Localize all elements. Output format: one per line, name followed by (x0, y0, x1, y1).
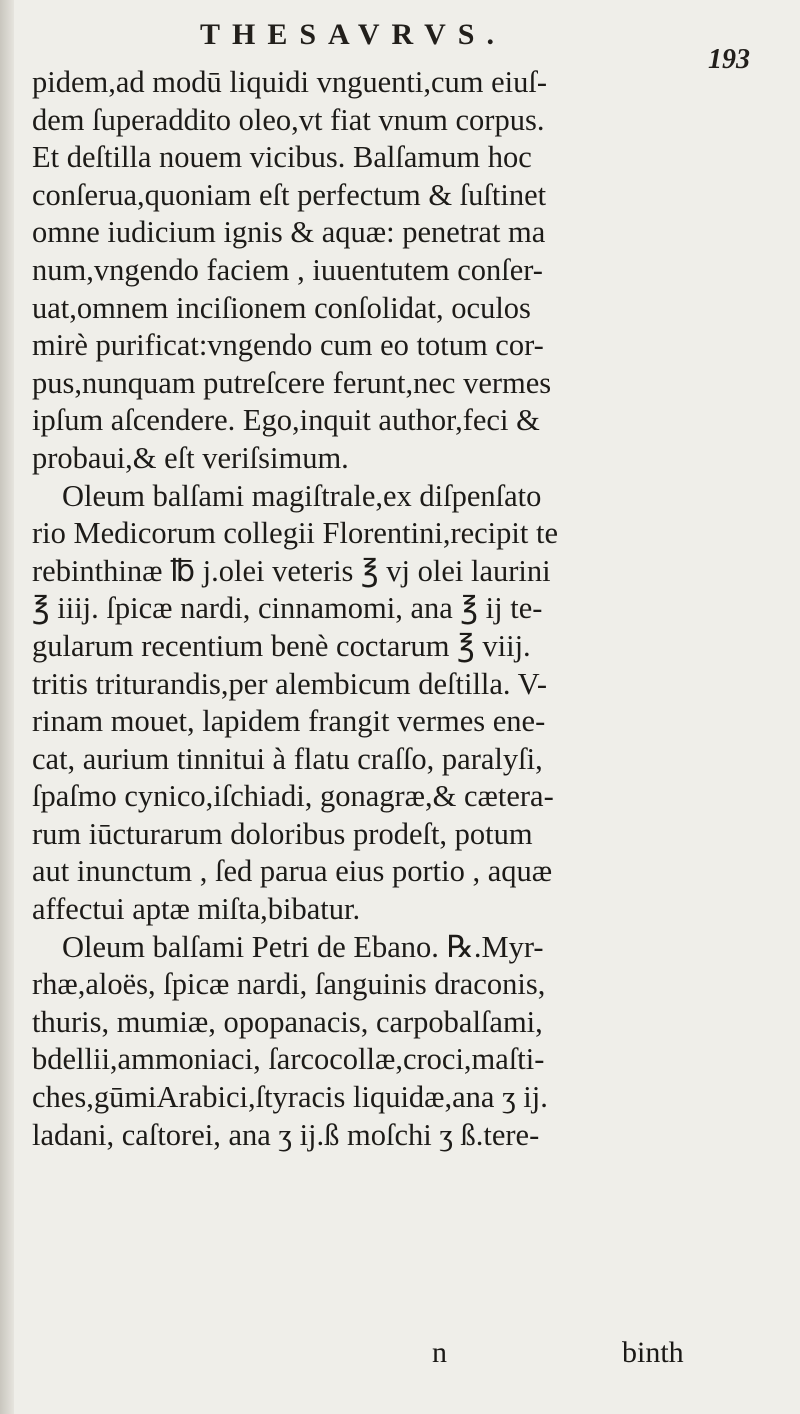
text-line: omne iudicium ignis & aquæ: penetrat ma (32, 215, 546, 250)
text-line: ipſum aſcendere. Ego,inquit author,feci & (32, 403, 540, 438)
text-line: conſerua,quoniam eſt perfectum & ſuſtinet (32, 177, 547, 212)
page-number: 193 (708, 44, 750, 75)
text-line: affectui aptæ miſta,bibatur. (32, 892, 361, 927)
text-line: ℥ iiij. ſpicæ nardi, cinnamomi, ana ℥ ij te- (32, 591, 543, 626)
paragraph-start-line: Oleum balſami Petri de Ebano. ℞.Myr- (62, 929, 544, 964)
text-line: probaui,& eſt veriſsimum. (32, 440, 349, 475)
text-line: rhæ,aloës, ſpicæ nardi, ſanguinis draconis, (32, 967, 546, 1002)
text-line: tritis triturandis,per alembicum deſtilla. V- (32, 666, 548, 701)
text-line: pus,nunquam putreſcere ferunt,nec vermes (32, 365, 552, 400)
signature-mark: n (432, 1336, 447, 1369)
text-line: rio Medicorum collegii Florentini,recipit te (32, 516, 558, 551)
text-line: rebinthinæ ℔ j.olei veteris ℥ vj olei laurini (32, 553, 551, 588)
text-line: dem ſuperaddito oleo,vt fiat vnum corpus. (32, 102, 545, 137)
page-gutter (0, 0, 14, 1414)
text-line: thuris, mumiæ, opopanacis, carpobalſami, (32, 1004, 543, 1039)
text-line: Et deſtilla nouem vicibus. Balſamum hoc (32, 140, 532, 175)
text-line: pidem,ad modū liquidi vnguenti,cum eiuſ- (32, 65, 548, 99)
text-line: mirè purificat:vngendo cum eo totum cor- (32, 328, 544, 363)
text-line: cat, aurium tinnitui à flatu craſſo, paralyſi, (32, 741, 543, 776)
text-line: aut inunctum , ſed parua eius portio , aquæ (32, 854, 553, 889)
text-line: gularum recentium benè coctarum ℥ viij. (32, 628, 531, 663)
text-line: rinam mouet, lapidem frangit vermes ene- (32, 704, 546, 739)
text-line: rum iūcturarum doloribus prodeſt, potum (32, 816, 533, 851)
text-line: uat,omnem inciſionem conſolidat, oculos (32, 290, 531, 325)
text-line: ladani, caſtorei, ana ʒ ij.ß moſchi ʒ ß.tere- (32, 1117, 540, 1152)
running-title: THESAVRVS. (200, 18, 506, 51)
text-line: ches,gūmiArabici,ſtyracis liquidæ,ana ʒ ij. (32, 1080, 548, 1115)
text-line: ſpaſmo cynico,iſchiadi, gonagræ,& cætera- (32, 779, 554, 814)
text-line: bdellii,ammoniaci, ſarcocollæ,croci,maſti- (32, 1042, 545, 1077)
page-footer (0, 1336, 800, 1376)
catchword: binth (622, 1336, 684, 1369)
paragraph-start-line: Oleum balſami magiſtrale,ex diſpenſato (62, 478, 542, 513)
body-text (32, 64, 772, 1154)
text-line: num,vngendo faciem , iuuentutem conſer- (32, 252, 543, 287)
